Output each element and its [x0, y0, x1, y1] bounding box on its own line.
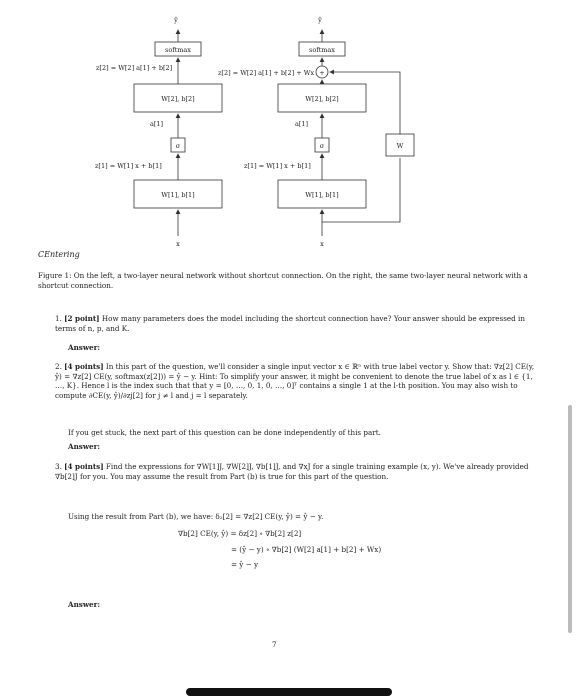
question-1-text: How many parameters does the model including the shortcut connection have? Your answer should be expressed in terms of n, p, and K.	[55, 314, 525, 333]
home-indicator[interactable]	[186, 688, 392, 696]
left-z1-equation: z[1] = W[1] x + b[1]	[95, 162, 162, 170]
question-3	[55, 462, 535, 481]
question-2-text: In this part of the question, we'll consider a single input vector x ∈ ℝⁿ with true label vector y. Show that: ∇z[2] CE(y, ŷ) = ∇z[2] CE(y, softmax(z[2])) = ŷ − y. Hint: To simplify your answer, it might be convenient to denote the true label of x as l ∈ {1, …, K}. Hence l is the index such that that y = [0, …, 0, 1, 0, …, 0]ᵀ contains a single 1 at the l-th position. You may also wish to compute ∂CE(y, ŷ)/∂zj[2] for j ≠ l and j = l separately.	[55, 362, 535, 400]
left-softmax-label: softmax	[165, 46, 191, 54]
question-3-answer-label: Answer:	[68, 600, 101, 609]
right-x-label: x	[320, 240, 324, 248]
left-w2b2-label: W[2], b[2]	[161, 95, 195, 103]
question-2-number: 2.	[55, 362, 62, 371]
question-3-number: 3.	[55, 462, 62, 471]
derivation-line-3: = ŷ − y	[231, 560, 259, 569]
right-network	[218, 16, 414, 248]
question-2-points: [4 points]	[64, 362, 104, 371]
question-1-answer-label: Answer:	[68, 343, 101, 352]
question-3-text: Find the expressions for ∇W[1]J, ∇W[2]J, ∇b[1]J, and ∇xJ for a single training example (x, y). We've already provided ∇b[2]J for you. You may assume the result from Part (b) is true for this part of the question.	[55, 462, 529, 481]
right-a1-label: a[1]	[295, 120, 309, 128]
figure-caption: Figure 1: On the left, a two-layer neural network without shortcut connection. On the right, the same two-layer neural network with a shortcut connection.	[38, 271, 528, 290]
page-number: 7	[272, 640, 277, 649]
question-1-points: [2 point]	[64, 314, 100, 323]
right-z1-equation: z[1] = W[1] x + b[1]	[244, 162, 311, 170]
left-yhat-label: ŷ	[174, 16, 178, 24]
left-sigma-label: σ	[175, 142, 181, 150]
right-z2-equation: z[2] = W[2] a[1] + b[2] + Wx	[218, 69, 315, 77]
right-softmax-label: softmax	[309, 46, 335, 54]
question-2	[55, 362, 535, 400]
vertical-scrollbar-thumb[interactable]	[568, 405, 572, 633]
left-x-label: x	[176, 240, 180, 248]
left-w1b1-label: W[1], b[1]	[161, 191, 195, 199]
question-1	[55, 314, 535, 333]
question-2-answer-label: Answer:	[68, 442, 101, 451]
derivation-line-1: ∇b[2] CE(y, ŷ) = δz[2] ∘ ∇b[2] z[2]	[178, 529, 302, 538]
right-yhat-label: ŷ	[318, 16, 322, 24]
left-network	[95, 16, 222, 248]
shortcut-w-label: W	[396, 142, 404, 150]
question-2-note: If you get stuck, the next part of this question can be done independently of this part.	[68, 428, 381, 437]
network-figure	[0, 0, 578, 260]
question-3-points: [4 points]	[64, 462, 104, 471]
derivation-intro: Using the result from Part (b), we have: δ₂[2] = ∇z[2] CE(y, ŷ) = ŷ − y.	[68, 512, 324, 521]
right-w2b2-label: W[2], b[2]	[305, 95, 339, 103]
question-1-number: 1.	[55, 314, 62, 323]
left-z2-equation: z[2] = W[2] a[1] + b[2]	[96, 64, 173, 72]
right-sigma-label: σ	[319, 142, 325, 150]
derivation-line-2: = (ŷ − y) ∘ ∇b[2] (W[2] a[1] + b[2] + Wx)	[231, 545, 382, 554]
right-plus-label: +	[319, 69, 325, 77]
handwritten-note: CEntering	[38, 250, 80, 259]
right-w1b1-label: W[1], b[1]	[305, 191, 339, 199]
left-a1-label: a[1]	[150, 120, 164, 128]
